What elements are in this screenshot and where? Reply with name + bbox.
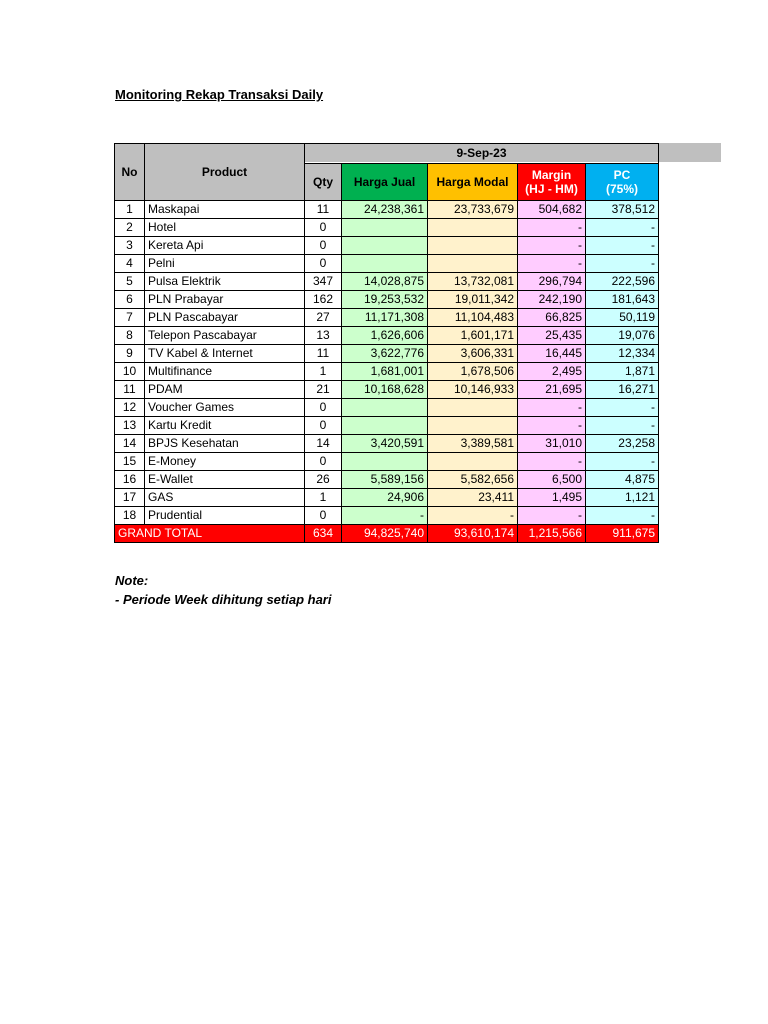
cell-product: Pulsa Elektrik <box>145 273 305 291</box>
cell-qty: 21 <box>305 381 342 399</box>
cell-harga-jual: 1,626,606 <box>342 327 428 345</box>
cell-harga-modal: 5,582,656 <box>428 471 518 489</box>
table-row <box>115 273 659 291</box>
cell-pc: 222,596 <box>586 273 659 291</box>
cell-margin: - <box>518 237 586 255</box>
cell-no: 18 <box>115 507 145 525</box>
cell-harga-jual <box>342 255 428 273</box>
cell-harga-jual: - <box>342 507 428 525</box>
grand-total-margin: 1,215,566 <box>518 525 586 543</box>
cell-pc: 181,643 <box>586 291 659 309</box>
cell-product: Multifinance <box>145 363 305 381</box>
cell-qty: 0 <box>305 219 342 237</box>
cell-harga-jual: 1,681,001 <box>342 363 428 381</box>
table-row <box>115 399 659 417</box>
cell-harga-jual: 19,253,532 <box>342 291 428 309</box>
cell-harga-jual <box>342 219 428 237</box>
cell-qty: 1 <box>305 489 342 507</box>
cell-harga-modal: 3,389,581 <box>428 435 518 453</box>
table-row <box>115 471 659 489</box>
table-row <box>115 453 659 471</box>
cell-harga-modal: 11,104,483 <box>428 309 518 327</box>
cell-product: BPJS Kesehatan <box>145 435 305 453</box>
note-text: - Periode Week dihitung setiap hari <box>115 592 332 607</box>
cell-qty: 0 <box>305 237 342 255</box>
cell-pc: - <box>586 507 659 525</box>
header-margin-line1: Margin <box>531 168 572 182</box>
cell-no: 2 <box>115 219 145 237</box>
cell-harga-modal <box>428 255 518 273</box>
cell-product: TV Kabel & Internet <box>145 345 305 363</box>
cell-margin: 296,794 <box>518 273 586 291</box>
table-row <box>115 309 659 327</box>
cell-margin: 21,695 <box>518 381 586 399</box>
cell-product: PLN Pascabayar <box>145 309 305 327</box>
cell-pc: - <box>586 219 659 237</box>
cell-harga-jual <box>342 453 428 471</box>
cell-product: Pelni <box>145 255 305 273</box>
header-pc-line1: PC <box>613 168 631 182</box>
cell-product: E-Money <box>145 453 305 471</box>
header-pc <box>586 164 659 201</box>
cell-pc: 12,334 <box>586 345 659 363</box>
cell-harga-modal <box>428 417 518 435</box>
grand-total-row <box>115 525 659 543</box>
cell-margin: 242,190 <box>518 291 586 309</box>
cell-qty: 162 <box>305 291 342 309</box>
cell-margin: 2,495 <box>518 363 586 381</box>
cell-qty: 13 <box>305 327 342 345</box>
cell-no: 5 <box>115 273 145 291</box>
table-row <box>115 219 659 237</box>
cell-pc: 50,119 <box>586 309 659 327</box>
cell-harga-modal: 13,732,081 <box>428 273 518 291</box>
cell-pc: 1,121 <box>586 489 659 507</box>
cell-margin: - <box>518 507 586 525</box>
cell-no: 6 <box>115 291 145 309</box>
table-row <box>115 381 659 399</box>
table-row <box>115 363 659 381</box>
header-margin <box>518 164 586 201</box>
header-qty: Qty <box>305 164 342 201</box>
cell-no: 12 <box>115 399 145 417</box>
table-row <box>115 237 659 255</box>
cell-pc: 4,875 <box>586 471 659 489</box>
cell-margin: 66,825 <box>518 309 586 327</box>
cell-harga-jual: 11,171,308 <box>342 309 428 327</box>
cell-margin: 6,500 <box>518 471 586 489</box>
cell-harga-jual <box>342 417 428 435</box>
cell-harga-modal: - <box>428 507 518 525</box>
cell-margin: - <box>518 219 586 237</box>
cell-pc: 16,271 <box>586 381 659 399</box>
cell-qty: 0 <box>305 417 342 435</box>
cell-harga-jual <box>342 237 428 255</box>
grand-total-pc: 911,675 <box>586 525 659 543</box>
cell-pc: 19,076 <box>586 327 659 345</box>
cell-qty: 0 <box>305 399 342 417</box>
cell-qty: 14 <box>305 435 342 453</box>
cell-harga-modal: 23,411 <box>428 489 518 507</box>
cell-harga-modal: 19,011,342 <box>428 291 518 309</box>
cell-no: 16 <box>115 471 145 489</box>
grand-total-qty: 634 <box>305 525 342 543</box>
cell-margin: 31,010 <box>518 435 586 453</box>
cell-pc: - <box>586 255 659 273</box>
cell-product: Voucher Games <box>145 399 305 417</box>
cell-harga-modal: 23,733,679 <box>428 201 518 219</box>
cell-product: Kartu Kredit <box>145 417 305 435</box>
cell-margin: - <box>518 417 586 435</box>
cell-harga-modal: 3,606,331 <box>428 345 518 363</box>
cell-pc: - <box>586 237 659 255</box>
header-margin-line2: (HJ - HM) <box>525 182 578 196</box>
cell-product: Maskapai <box>145 201 305 219</box>
cell-pc: - <box>586 399 659 417</box>
cell-margin: - <box>518 399 586 417</box>
cell-harga-modal <box>428 399 518 417</box>
cell-pc: 1,871 <box>586 363 659 381</box>
cell-harga-modal: 1,678,506 <box>428 363 518 381</box>
cell-pc: - <box>586 417 659 435</box>
sheet-title: Monitoring Rekap Transaksi Daily <box>115 87 324 102</box>
table-row <box>115 291 659 309</box>
cell-harga-modal <box>428 237 518 255</box>
cell-qty: 11 <box>305 345 342 363</box>
cell-no: 17 <box>115 489 145 507</box>
cell-qty: 347 <box>305 273 342 291</box>
cell-product: Telepon Pascabayar <box>145 327 305 345</box>
table-row <box>115 255 659 273</box>
header-no: No <box>115 144 145 201</box>
cell-product: Prudential <box>145 507 305 525</box>
table-row <box>115 489 659 507</box>
cell-no: 14 <box>115 435 145 453</box>
cell-harga-modal <box>428 453 518 471</box>
cell-no: 10 <box>115 363 145 381</box>
cell-margin: - <box>518 453 586 471</box>
cell-harga-modal: 10,146,933 <box>428 381 518 399</box>
cell-margin: - <box>518 255 586 273</box>
cell-product: GAS <box>145 489 305 507</box>
grand-total-jual: 94,825,740 <box>342 525 428 543</box>
cell-pc: - <box>586 453 659 471</box>
cell-qty: 1 <box>305 363 342 381</box>
header-pc-line2: (75%) <box>605 182 638 196</box>
cell-qty: 27 <box>305 309 342 327</box>
cell-qty: 26 <box>305 471 342 489</box>
cell-margin: 1,495 <box>518 489 586 507</box>
cell-harga-jual <box>342 399 428 417</box>
cell-harga-jual: 3,622,776 <box>342 345 428 363</box>
cell-margin: 16,445 <box>518 345 586 363</box>
grand-total-modal: 93,610,174 <box>428 525 518 543</box>
header-product: Product <box>145 144 305 201</box>
header-harga-modal: Harga Modal <box>428 164 518 201</box>
cell-qty: 11 <box>305 201 342 219</box>
table-row <box>115 345 659 363</box>
table-row <box>115 435 659 453</box>
cell-harga-jual: 10,168,628 <box>342 381 428 399</box>
cell-no: 13 <box>115 417 145 435</box>
cell-harga-jual: 5,589,156 <box>342 471 428 489</box>
cell-harga-jual: 24,906 <box>342 489 428 507</box>
cell-no: 1 <box>115 201 145 219</box>
cell-pc: 23,258 <box>586 435 659 453</box>
cell-no: 15 <box>115 453 145 471</box>
cell-product: Hotel <box>145 219 305 237</box>
table-row <box>115 507 659 525</box>
cell-product: PLN Prabayar <box>145 291 305 309</box>
cell-harga-jual: 14,028,875 <box>342 273 428 291</box>
table-row <box>115 417 659 435</box>
table-row <box>115 327 659 345</box>
cell-no: 9 <box>115 345 145 363</box>
cell-product: E-Wallet <box>145 471 305 489</box>
cell-pc: 378,512 <box>586 201 659 219</box>
rekap-table <box>114 143 659 543</box>
cell-harga-jual: 3,420,591 <box>342 435 428 453</box>
cell-no: 7 <box>115 309 145 327</box>
cell-harga-jual: 24,238,361 <box>342 201 428 219</box>
cell-product: Kereta Api <box>145 237 305 255</box>
cell-qty: 0 <box>305 255 342 273</box>
grand-total-label: GRAND TOTAL <box>115 525 305 543</box>
cell-margin: 25,435 <box>518 327 586 345</box>
header-date: 9-Sep-23 <box>305 144 659 164</box>
cell-qty: 0 <box>305 453 342 471</box>
table-body <box>115 201 659 525</box>
cell-harga-modal: 1,601,171 <box>428 327 518 345</box>
cell-no: 3 <box>115 237 145 255</box>
cell-product: PDAM <box>145 381 305 399</box>
header-harga-jual: Harga Jual <box>342 164 428 201</box>
cell-margin: 504,682 <box>518 201 586 219</box>
note-title: Note: <box>115 573 149 588</box>
cell-no: 8 <box>115 327 145 345</box>
cell-qty: 0 <box>305 507 342 525</box>
cell-no: 11 <box>115 381 145 399</box>
table-row <box>115 201 659 219</box>
cell-no: 4 <box>115 255 145 273</box>
cell-harga-modal <box>428 219 518 237</box>
